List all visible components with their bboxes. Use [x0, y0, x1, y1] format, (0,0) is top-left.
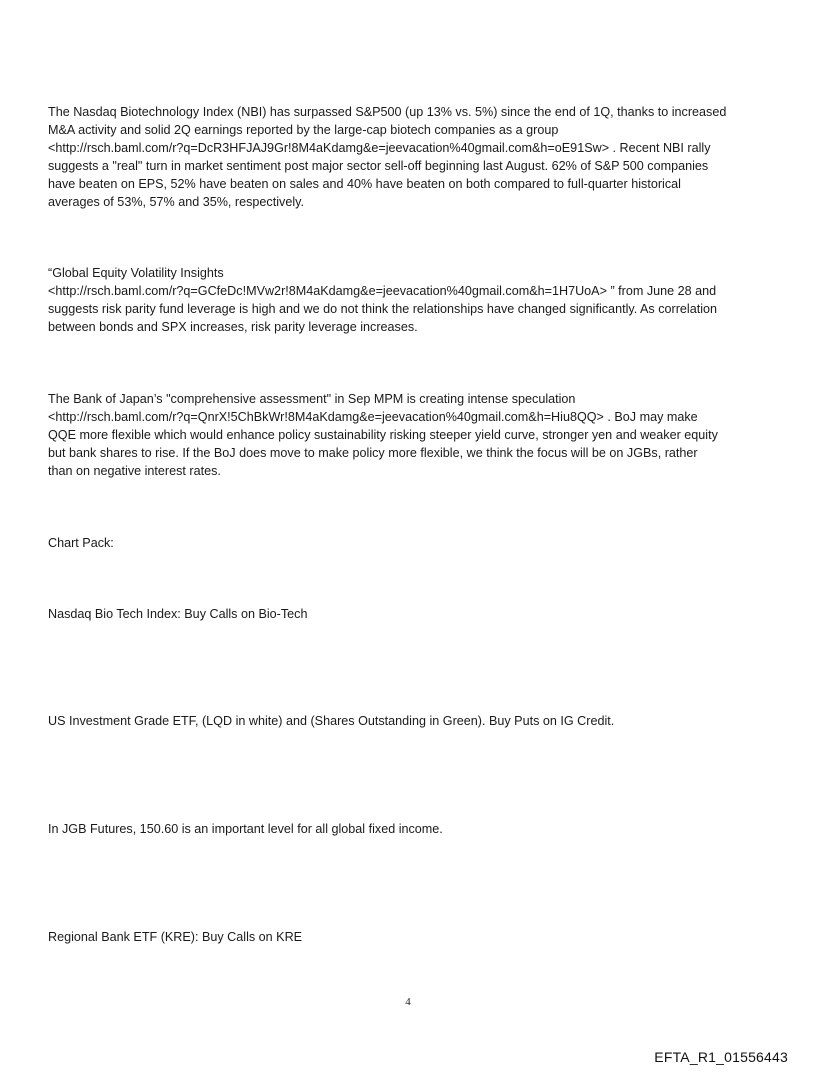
text-line: suggests a "real" turn in market sentiment post major sector sell-off beginning last August. 62% of S&P 500 companies	[48, 159, 709, 173]
text-line: but bank shares to rise. If the BoJ does move to make policy more flexible, we think the focus will be on JGBs, rather	[48, 446, 698, 460]
text-line: suggests risk parity fund leverage is high and we do not think the relationships have changed significantly. As correlation	[48, 302, 718, 316]
text-line: The Bank of Japan’s "comprehensive assessment" in Sep MPM is creating intense speculation	[48, 392, 576, 406]
text-line: The Nasdaq Biotechnology Index (NBI) has surpassed S&P500 (up 13% vs. 5%) since the end of 1Q, thanks to increased	[48, 105, 727, 119]
paragraph-nbi	[48, 103, 770, 211]
text-line: have beaten on EPS, 52% have beaten on sales and 40% have beaten on both compared to full-quarter historical	[48, 177, 681, 191]
link-text[interactable]: <http://rsch.baml.com/r?q=DcR3HFJAJ9Gr!8M4aKdamg&e=jeevacation%40gmail.com&h=oE91Sw> . Recent NBI rally	[48, 141, 711, 155]
paragraph-boj	[48, 390, 770, 480]
text-line: averages of 53%, 57% and 35%, respectively.	[48, 195, 304, 209]
text-line: than on negative interest rates.	[48, 464, 221, 478]
paragraph-volatility	[48, 264, 770, 336]
caption-jgb-futures: In JGB Futures, 150.60 is an important level for all global fixed income.	[48, 822, 443, 836]
document-id: EFTA_R1_01556443	[654, 1049, 788, 1065]
text-line: QQE more flexible which would enhance policy sustainability risking steeper yield curve, stronger yen and weaker equity	[48, 428, 718, 442]
caption-regional-bank: Regional Bank ETF (KRE): Buy Calls on KRE	[48, 930, 303, 944]
link-text[interactable]: <http://rsch.baml.com/r?q=GCfeDc!MVw2r!8M4aKdamg&e=jeevacation%40gmail.com&h=1H7UoA> ” from June 28 and	[48, 284, 717, 298]
chart-pack-heading: Chart Pack:	[48, 536, 114, 550]
link-text[interactable]: <http://rsch.baml.com/r?q=QnrX!5ChBkWr!8M4aKdamg&e=jeevacation%40gmail.com&h=Hiu8QQ> . BoJ may make	[48, 410, 698, 424]
caption-nasdaq-bio: Nasdaq Bio Tech Index: Buy Calls on Bio-Tech	[48, 607, 308, 621]
text-line: between bonds and SPX increases, risk parity leverage increases.	[48, 320, 418, 334]
page-number: 4	[405, 996, 411, 1008]
text-line: M&A activity and solid 2Q earnings reported by the large-cap biotech companies as a group	[48, 123, 559, 137]
text-line: “Global Equity Volatility Insights	[48, 266, 224, 280]
caption-us-ig-etf: US Investment Grade ETF, (LQD in white) and (Shares Outstanding in Green). Buy Puts on IG Credit.	[48, 714, 615, 728]
